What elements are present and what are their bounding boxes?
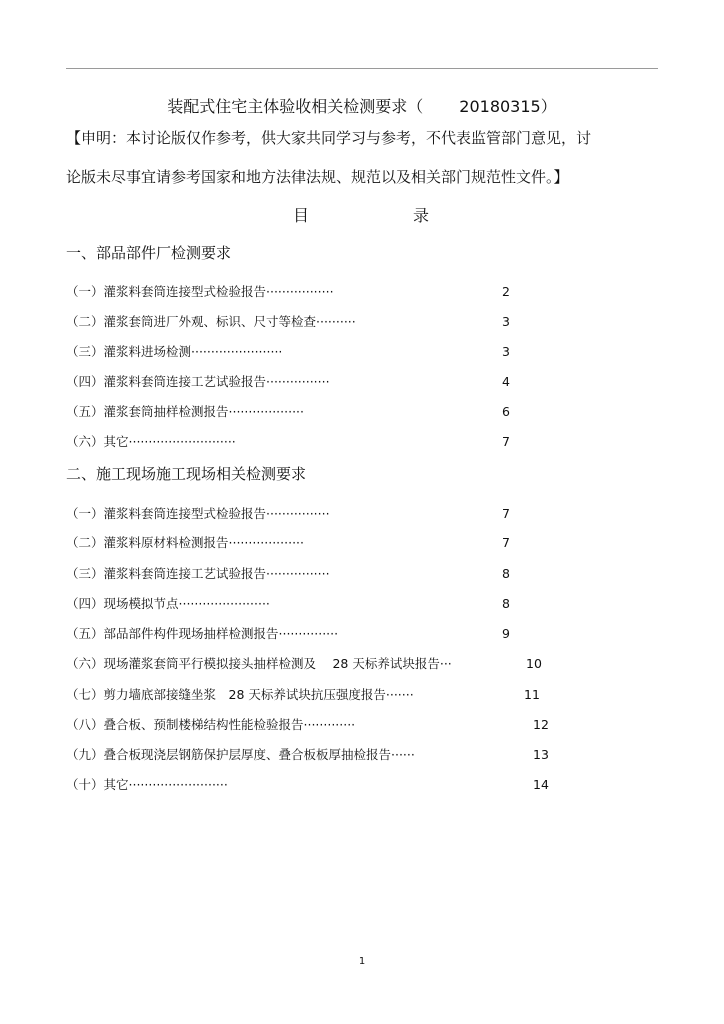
toc-entry-text: （五）部品部件构件现场抽样检测报告···············: [66, 626, 339, 641]
document-title: [0, 96, 724, 118]
page-number: 1: [358, 956, 366, 967]
toc-entry[interactable]: [66, 746, 549, 764]
toc-entry-page: 8: [502, 596, 510, 611]
section-heading-2: 二、施工现场施工现场相关检测要求: [66, 465, 307, 483]
toc-entry[interactable]: [66, 776, 549, 794]
toc-entry-page: 11: [524, 687, 540, 702]
toc-entry[interactable]: [66, 595, 510, 613]
toc-entry[interactable]: [66, 313, 510, 331]
toc-entry-page: 7: [502, 535, 510, 550]
toc-entry[interactable]: [66, 505, 510, 523]
toc-entry-page: 2: [502, 284, 510, 299]
toc-entry-text: （三）灌浆料进场检测·······················: [66, 344, 283, 359]
toc-entry[interactable]: [66, 655, 542, 673]
toc-entry-text: （三）灌浆料套筒连接工艺试验报告················: [66, 566, 330, 581]
toc-title-part-2: 录: [413, 206, 430, 225]
toc-entry[interactable]: [66, 283, 510, 301]
toc-entry[interactable]: [66, 343, 510, 361]
toc-entry-page: 3: [502, 344, 510, 359]
document-title-date: 20180315）: [459, 97, 557, 116]
toc-entry[interactable]: [66, 534, 510, 552]
toc-entry-text: （四）灌浆料套筒连接工艺试验报告················: [66, 374, 330, 389]
toc-entry-text: （七）剪力墙底部接缝坐浆 28 天标养试块抗压强度报告·······: [66, 687, 414, 702]
toc-entry-text: （五）灌浆套筒抽样检测报告···················: [66, 404, 304, 419]
toc-entry-text: （九）叠合板现浇层钢筋保护层厚度、叠合板板厚抽检报告······: [66, 747, 415, 762]
toc-entry-page: 10: [526, 656, 542, 671]
toc-entry-text: （一）灌浆料套筒连接型式检验报告················: [66, 506, 330, 521]
toc-entry-text: （八）叠合板、预制楼梯结构性能检验报告·············: [66, 717, 356, 732]
toc-entry-text: （二）灌浆套筒进厂外观、标识、尺寸等检查··········: [66, 314, 356, 329]
toc-entry-page: 9: [502, 626, 510, 641]
document-title-text: 装配式住宅主体验收相关检测要求（: [167, 97, 424, 116]
toc-entry[interactable]: [66, 625, 510, 643]
toc-entry-page: 7: [502, 434, 510, 449]
toc-entry[interactable]: [66, 716, 549, 734]
notice-line-2: 论版未尽事宜请参考国家和地方法律法规、规范以及相关部门规范性文件。】: [66, 168, 569, 186]
toc-entry-page: 3: [502, 314, 510, 329]
toc-entry[interactable]: [66, 373, 510, 391]
toc-entry-text: （六）其它···························: [66, 434, 236, 449]
toc-entry[interactable]: [66, 433, 510, 451]
toc-entry-text: （六）现场灌浆套筒平行模拟接头抽样检测及 28 天标养试块报告···: [66, 656, 452, 671]
toc-title-part-1: 目: [293, 206, 310, 225]
toc-entry-page: 4: [502, 374, 510, 389]
toc-entry-text: （十）其它·························: [66, 777, 228, 792]
toc-entry-page: 7: [502, 506, 510, 521]
toc-entry-page: 12: [533, 717, 549, 732]
toc-entry[interactable]: [66, 403, 510, 421]
toc-entry-text: （一）灌浆料套筒连接型式检验报告·················: [66, 284, 334, 299]
toc-entry-page: 13: [533, 747, 549, 762]
toc-entry-page: 8: [502, 566, 510, 581]
toc-entry-page: 6: [502, 404, 510, 419]
toc-entry[interactable]: [66, 686, 540, 704]
notice-line-1: 【申明：本讨论版仅作参考，供大家共同学习与参考，不代表监管部门意见，讨: [66, 129, 592, 147]
toc-entry-text: （二）灌浆料原材料检测报告···················: [66, 535, 304, 550]
toc-entry-page: 14: [533, 777, 549, 792]
toc-entry-text: （四）现场模拟节点·······················: [66, 596, 270, 611]
header-rule: [66, 68, 658, 69]
toc-entry[interactable]: [66, 565, 510, 583]
section-heading-1: 一、部品部件厂检测要求: [66, 244, 232, 262]
